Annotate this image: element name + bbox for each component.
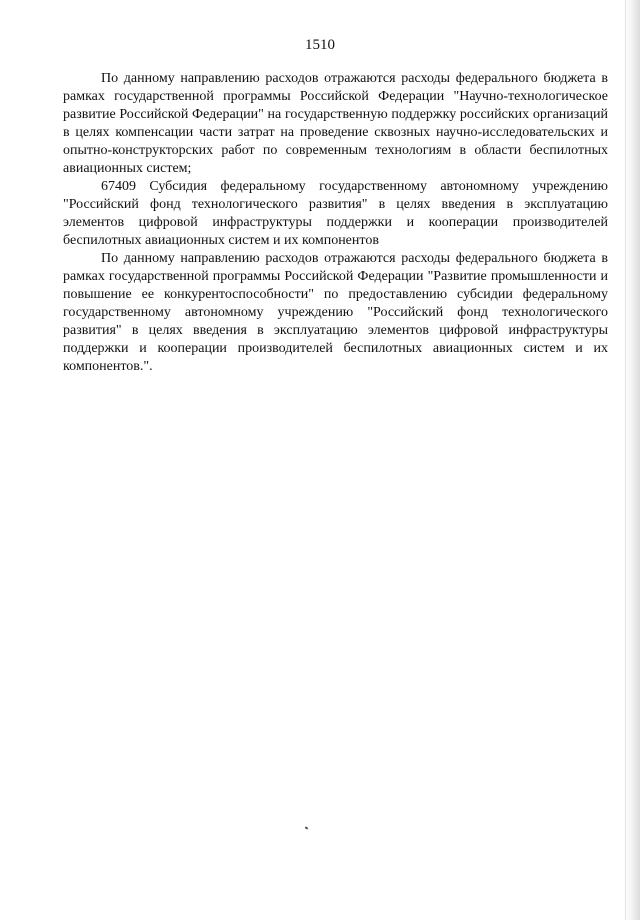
paragraph-3: По данному направлению расходов отражаются расходы федерального бюджета в рамках государственной программы Российской Федерации "Развитие промышленности и повышение ее конкурентоспособности" по предоставлению субсидии федеральному государственному автономному учреждению "Российский фонд технологического развития" в целях введения в эксплуатацию элементов цифровой инфраструктуры поддержки и кооперации производителей беспилотных авиационных систем и их компонентов.". <box>63 251 608 374</box>
document-body <box>63 70 608 376</box>
paragraph-1: По данному направлению расходов отражаются расходы федерального бюджета в рамках государственной программы Российской Федерации "Научно-технологическое развитие Российской Федерации" на государственную поддержку российских организаций в целях компенсации части затрат на проведение сквозных научно-исследовательских и опытно-конструкторских работ по современным технологиям в области беспилотных авиационных систем; <box>63 71 608 176</box>
scan-speck <box>305 826 309 829</box>
scan-edge-line <box>625 0 626 920</box>
scan-edge-shadow <box>624 0 640 920</box>
page-number: 1510 <box>305 37 335 53</box>
paragraph-2: 67409 Субсидия федеральному государственному автономному учреждению "Российский фонд технологического развития" в целях введения в эксплуатацию элементов цифровой инфраструктуры поддержки и кооперации производителей беспилотных авиационных систем и их компонентов <box>63 179 608 248</box>
